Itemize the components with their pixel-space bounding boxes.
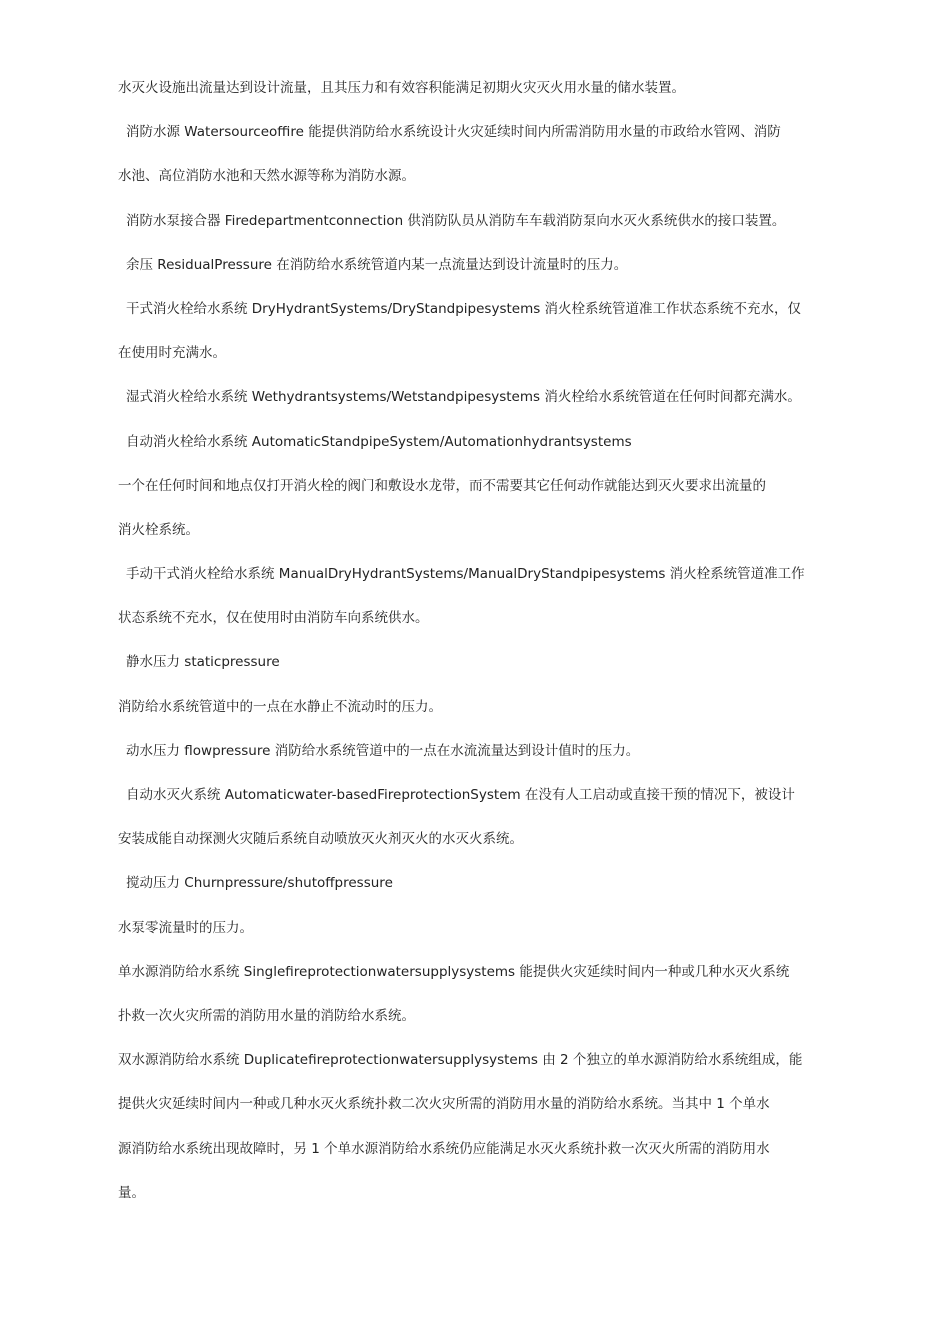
paragraph-line: 自动消火栓给水系统 AutomaticStandpipeSystem/Automationhydrantsystems [126, 433, 632, 450]
paragraph-line: 消防水泵接合器 Firedepartmentconnection 供消防队员从消防车车载消防泵向水灭火系统供水的接口装置。 [126, 212, 786, 229]
paragraph-line: 湿式消火栓给水系统 Wethydrantsystems/Wetstandpipesystems 消火栓给水系统管道在任何时间都充满水。 [126, 389, 801, 406]
paragraph-line: 扑救一次火灾所需的消防用水量的消防给水系统。 [118, 1007, 415, 1024]
paragraph-line: 干式消火栓给水系统 DryHydrantSystems/DryStandpipesystems 消火栓系统管道准工作状态系统不充水，仅 [126, 300, 802, 317]
paragraph-line: 水池、高位消防水池和天然水源等称为消防水源。 [118, 168, 415, 185]
paragraph-line: 单水源消防给水系统 Singlefireprotectionwatersupplysystems 能提供火灾延续时间内一种或几种水灭火系统 [118, 963, 790, 980]
paragraph-line: 手动干式消火栓给水系统 ManualDryHydrantSystems/ManualDryStandpipesystems 消火栓系统管道准工作 [126, 566, 805, 583]
paragraph-line: 一个在任何时间和地点仅打开消火栓的阀门和敷设水龙带，而不需要其它任何动作就能达到灭火要求出流量的 [118, 477, 766, 494]
paragraph-line: 消防水源 Watersourceoffire 能提供消防给水系统设计火灾延续时间内所需消防用水量的市政给水管网、消防 [126, 124, 781, 141]
paragraph-line: 自动水灭火系统 Automaticwater-basedFireprotectionSystem 在没有人工启动或直接干预的情况下，被设计 [126, 787, 795, 803]
paragraph-line: 搅动压力 Churnpressure/shutoffpressure [126, 875, 393, 892]
paragraph-line: 消火栓系统。 [118, 521, 199, 538]
paragraph-line: 量。 [118, 1184, 145, 1201]
paragraph-line: 静水压力 staticpressure [126, 654, 280, 671]
document-body [118, 73, 834, 1222]
paragraph-line: 源消防给水系统出现故障时，另 1 个单水源消防给水系统仍应能满足水灭火系统扑救一次灭火所需的消防用水 [118, 1140, 770, 1157]
paragraph-line: 双水源消防给水系统 Duplicatefireprotectionwatersupplysystems 由 2 个独立的单水源消防给水系统组成，能 [118, 1052, 803, 1069]
paragraph-line: 消防给水系统管道中的一点在水静止不流动时的压力。 [118, 698, 442, 715]
paragraph-line: 安装成能自动探测火灾随后系统自动喷放灭火剂灭火的水灭火系统。 [118, 831, 523, 848]
paragraph-line: 状态系统不充水，仅在使用时由消防车向系统供水。 [118, 610, 429, 627]
paragraph-line: 提供火灾延续时间内一种或几种水灭火系统扑救二次火灾所需的消防用水量的消防给水系统。当其中 1 个单水 [118, 1096, 770, 1113]
paragraph-line: 动水压力 flowpressure 消防给水系统管道中的一点在水流流量达到设计值时的压力。 [126, 742, 640, 759]
paragraph-line: 在使用时充满水。 [118, 345, 226, 362]
paragraph-line: 余压 ResidualPressure 在消防给水系统管道内某一点流量达到设计流量时的压力。 [126, 256, 628, 273]
paragraph-line: 水泵零流量时的压力。 [118, 919, 253, 936]
paragraph-line: 水灭火设施出流量达到设计流量，且其压力和有效容积能满足初期火灾灭火用水量的储水装置。 [118, 80, 685, 96]
